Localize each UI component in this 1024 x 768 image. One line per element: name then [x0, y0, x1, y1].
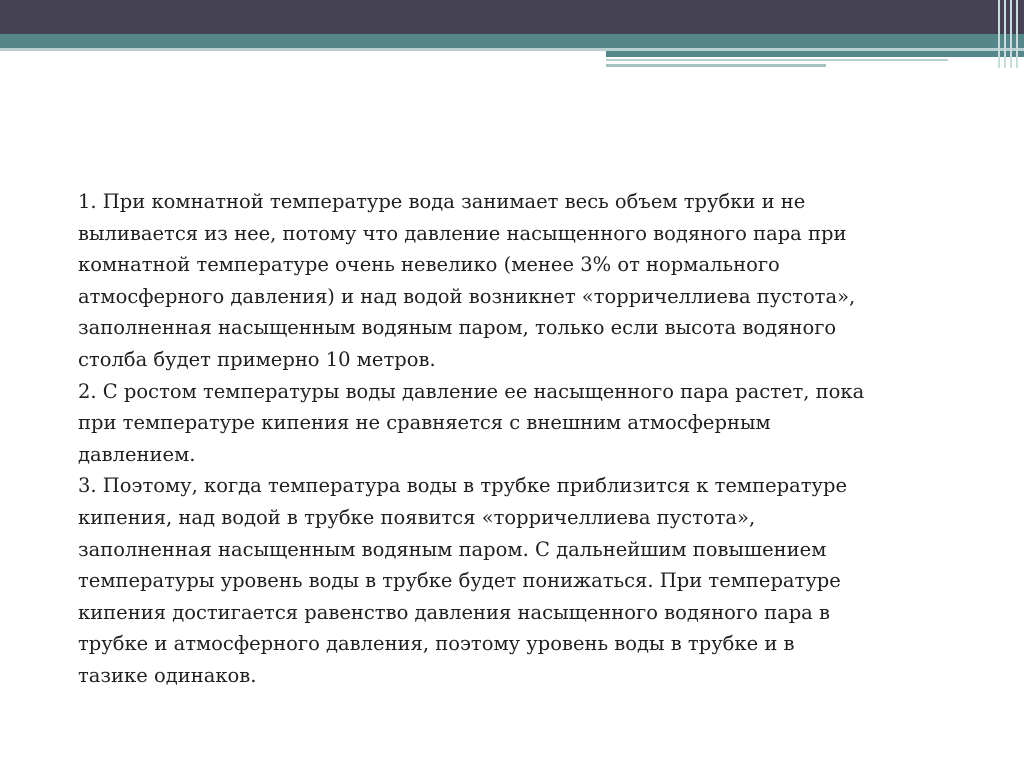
text-line: заполненная насыщенным водяным паром. С дальнейшим повышением: [78, 537, 827, 561]
text-line: выливается из нее, потому что давление насыщенного водяного пара при: [78, 221, 847, 245]
text-line: столба будет примерно 10 метров.: [78, 347, 436, 371]
text-line: при температуре кипения не сравняется с внешним атмосферным: [78, 411, 771, 435]
text-line: кипения достигается равенство давления насыщенного водяного пара в: [78, 600, 830, 624]
header-teal-band: [0, 34, 1024, 48]
header-dark-band: [0, 0, 1024, 34]
text-line: давлением.: [78, 442, 196, 466]
text-line: заполненная насыщенным водяным паром, только если высота водяного: [78, 316, 837, 340]
text-line: тазике одинаков.: [78, 663, 257, 687]
header-right-step: [606, 51, 1024, 57]
header-deco-line: [606, 59, 948, 61]
slide-body-text: [78, 186, 898, 692]
text-line: кипения, над водой в трубке появится «торричеллиева пустота»,: [78, 505, 756, 529]
text-line: трубке и атмосферного давления, поэтому уровень воды в трубке и в: [78, 632, 795, 656]
text-line: 2. С ростом температуры воды давление ее насыщенного пара растет, пока: [78, 379, 865, 403]
text-line: 3. Поэтому, когда температура воды в трубке приблизится к температуре: [78, 474, 848, 498]
text-line: комнатной температуре очень невелико (менее 3% от нормального: [78, 253, 780, 277]
text-line: 1. При комнатной температуре вода занимает весь объем трубки и не: [78, 190, 806, 213]
header-deco-line: [606, 64, 826, 67]
header-vertical-lines: [994, 0, 1024, 68]
text-line: атмосферного давления) и над водой возникнет «торричеллиева пустота»,: [78, 284, 856, 308]
text-line: температуры уровень воды в трубке будет понижаться. При температуре: [78, 569, 841, 593]
